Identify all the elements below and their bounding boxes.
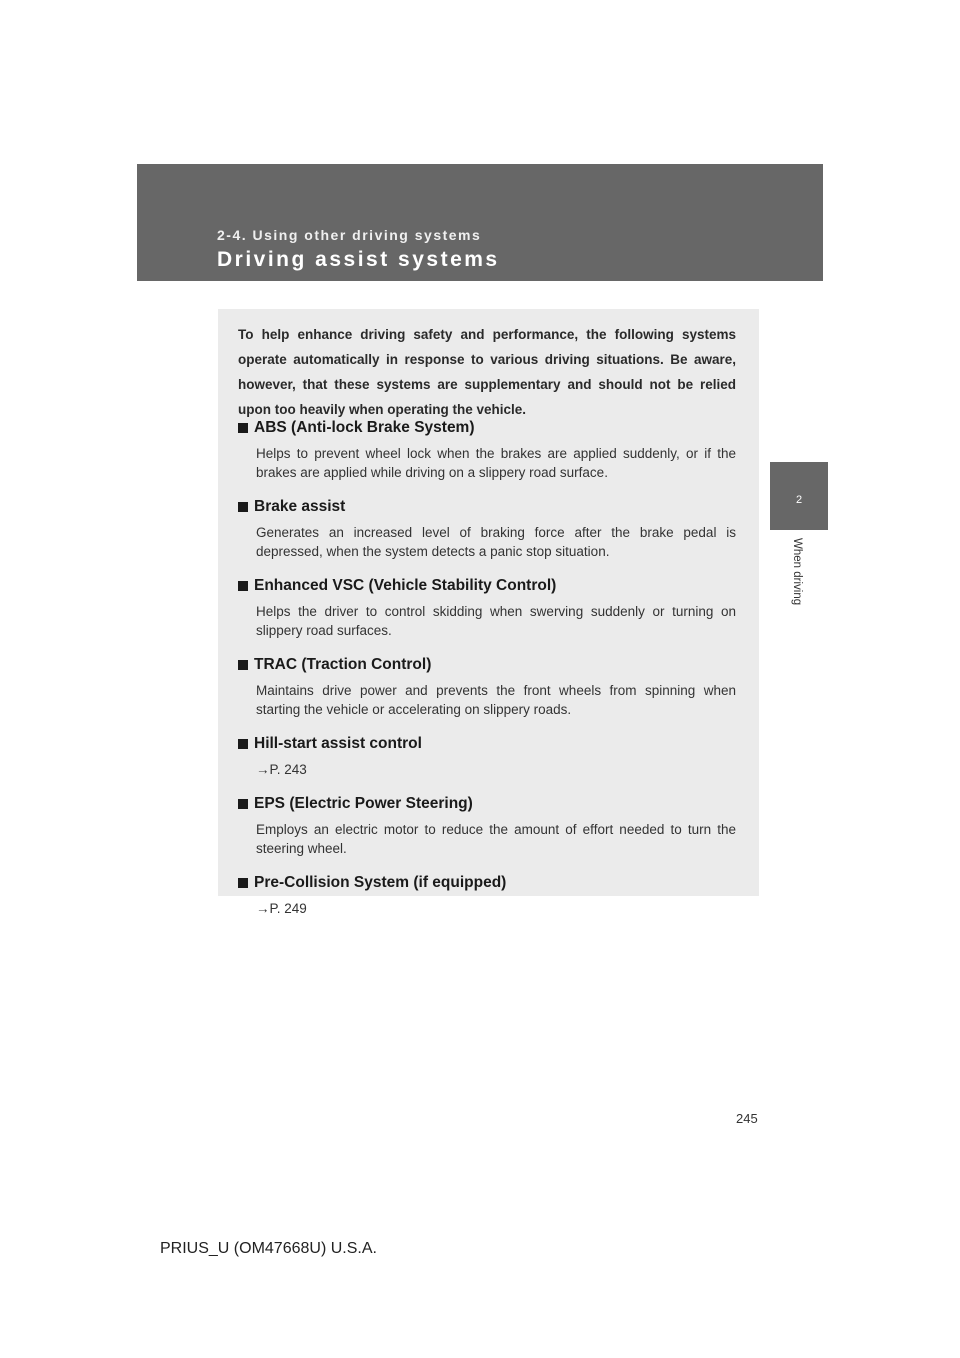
feature-list: [238, 417, 736, 932]
item-title-text: Enhanced VSC (Vehicle Stability Control): [254, 577, 557, 594]
chapter-label: When driving: [791, 538, 803, 606]
item-title: [238, 654, 736, 676]
list-item: [238, 417, 736, 482]
item-title-text: Pre-Collision System (if equipped): [254, 874, 507, 891]
square-bullet-icon: [238, 799, 248, 809]
item-description: Maintains drive power and prevents the front wheels from spinning when starting the vehicle or accelerating on slippery roads.: [256, 683, 736, 717]
chapter-tab: [770, 462, 828, 530]
page-reference-link[interactable]: →P. 249: [256, 901, 307, 916]
item-title: [238, 872, 736, 894]
list-item: [238, 575, 736, 640]
item-title: [238, 496, 736, 518]
item-description: Generates an increased level of braking force after the brake pedal is depressed, when the system detects a panic stop situation.: [256, 525, 736, 559]
list-item: [238, 793, 736, 858]
item-title: [238, 417, 736, 439]
square-bullet-icon: [238, 502, 248, 512]
chapter-number: 2: [795, 494, 803, 506]
square-bullet-icon: [238, 660, 248, 670]
list-item: [238, 733, 736, 779]
item-title-text: EPS (Electric Power Steering): [254, 795, 473, 812]
footer-model-code: PRIUS_U (OM47668U) U.S.A.: [160, 1240, 377, 1257]
item-title: [238, 793, 736, 815]
item-description: Employs an electric motor to reduce the amount of effort needed to turn the steering wheel.: [256, 822, 736, 856]
intro-paragraph: To help enhance driving safety and performance, the following systems operate automatically in response to various driving situations. Be aware, however, that these systems are supplementary and should not be relied upon too heavily when operating the vehicle.: [238, 327, 736, 417]
page-number: 245: [736, 1111, 758, 1126]
item-title-text: ABS (Anti-lock Brake System): [254, 419, 475, 436]
item-title-text: Hill-start assist control: [254, 735, 422, 752]
item-title-text: TRAC (Traction Control): [254, 656, 432, 673]
square-bullet-icon: [238, 878, 248, 888]
page-reference-link[interactable]: →P. 243: [256, 762, 307, 777]
item-description: Helps to prevent wheel lock when the brakes are applied suddenly, or if the brakes are applied while driving on a slippery road surface.: [256, 446, 736, 480]
square-bullet-icon: [238, 739, 248, 749]
list-item: [238, 654, 736, 719]
page-title: Driving assist systems: [217, 248, 500, 271]
item-title-text: Brake assist: [254, 498, 346, 515]
content-box: [218, 309, 759, 916]
item-title: [238, 575, 736, 597]
square-bullet-icon: [238, 423, 248, 433]
header-band: [137, 164, 823, 281]
item-description: Helps the driver to control skidding when swerving suddenly or turning on slippery road surfaces.: [256, 604, 736, 638]
list-item: [238, 872, 736, 918]
section-label: 2-4. Using other driving systems: [217, 227, 482, 243]
list-item: [238, 496, 736, 561]
square-bullet-icon: [238, 581, 248, 591]
item-title: [238, 733, 736, 755]
